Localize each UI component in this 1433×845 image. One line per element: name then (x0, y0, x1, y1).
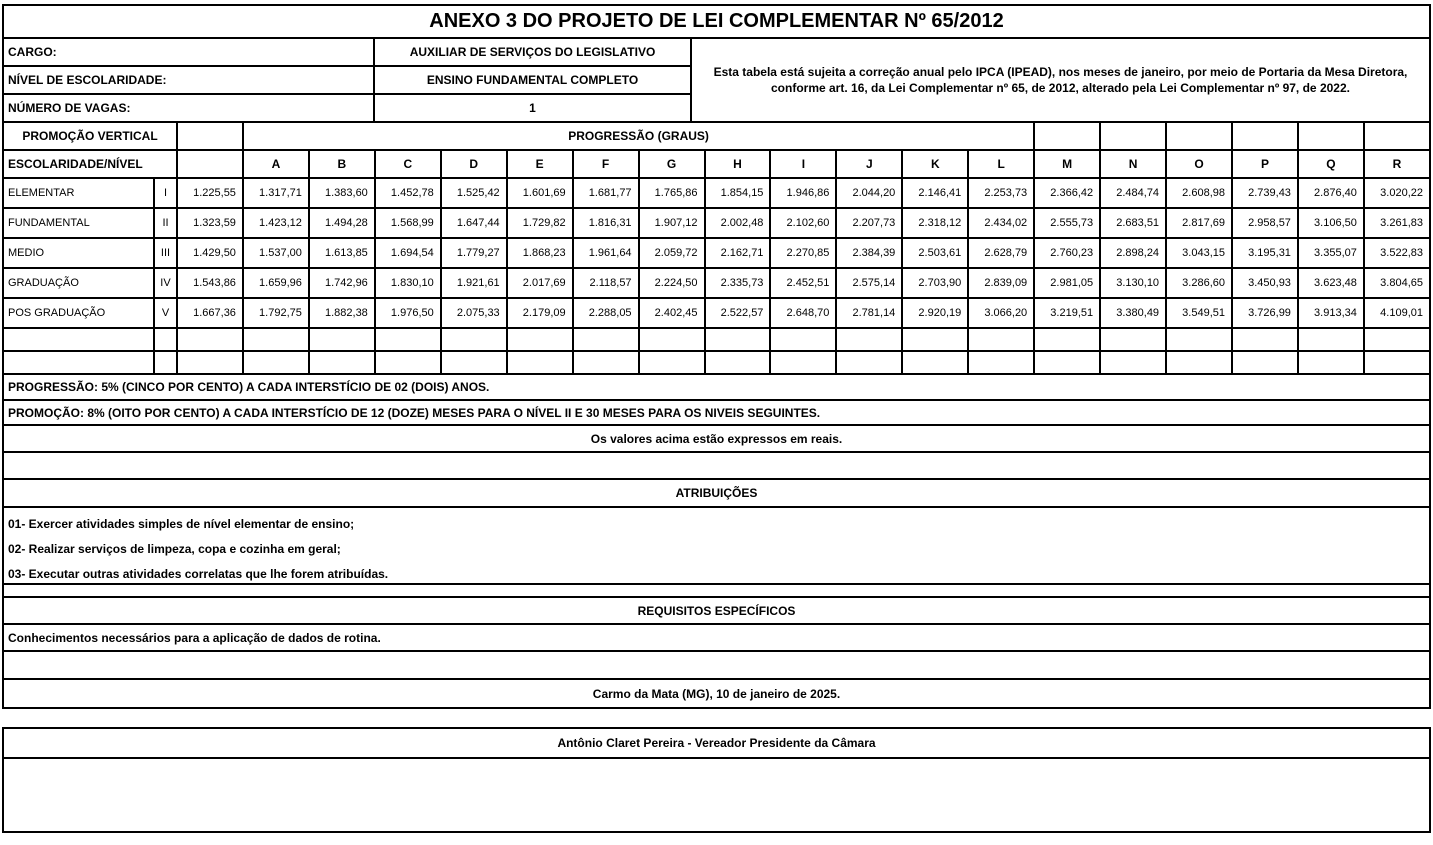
row-level: V (154, 298, 177, 328)
row-level: III (154, 238, 177, 268)
salary-cell: 2.920,19 (902, 298, 968, 328)
salary-cell: 2.683,51 (1100, 208, 1166, 238)
empty-cell (1100, 328, 1166, 351)
blank-header-cell (1298, 122, 1364, 150)
salary-cell: 2.484,74 (1100, 178, 1166, 208)
salary-cell: 2.207,73 (836, 208, 902, 238)
salary-cell: 1.792,75 (243, 298, 309, 328)
page-title: ANEXO 3 DO PROJETO DE LEI COMPLEMENTAR Nº 65/2012 (2, 4, 1431, 39)
empty-cell (902, 328, 968, 351)
empty-cell (705, 328, 771, 351)
salary-cell: 2.739,43 (1232, 178, 1298, 208)
salary-cell: 3.043,15 (1166, 238, 1232, 268)
salary-cell: 1.946,86 (770, 178, 836, 208)
grade-column-header: A (243, 150, 309, 178)
empty-cell (309, 351, 375, 374)
salary-cell: 2.817,69 (1166, 208, 1232, 238)
salary-cell: 2.781,14 (836, 298, 902, 328)
grade-column-header: J (836, 150, 902, 178)
empty-cell (177, 351, 243, 374)
salary-cell: 2.648,70 (770, 298, 836, 328)
signature-name: Antônio Claret Pereira - Vereador Presidente da Câmara (4, 729, 1429, 759)
empty-cell (968, 351, 1034, 374)
blank-header-cell (1232, 122, 1298, 150)
blank-header-cell (1364, 122, 1430, 150)
empty-grid-row (3, 328, 1430, 351)
correction-note: Esta tabela está sujeita a correção anual pelo IPCA (IPEAD), nos meses de janeiro, por meio de Portaria da Mesa Diretora, conforme art. 16, da Lei Complementar nº 65, de 2012, alterado pela Lei Complementar nº 97, de 2022. (691, 38, 1430, 122)
spacer-row (2, 451, 1431, 480)
salary-cell: 2.102,60 (770, 208, 836, 238)
progression-graus-header: PROGRESSÃO (GRAUS) (243, 122, 1034, 150)
grade-column-header: Q (1298, 150, 1364, 178)
escolaridade-value: ENSINO FUNDAMENTAL COMPLETO (374, 66, 691, 94)
salary-cell: 3.913,34 (1298, 298, 1364, 328)
atribuicoes-header: ATRIBUIÇÕES (2, 478, 1431, 508)
salary-cell: 2.002,48 (705, 208, 771, 238)
signature-block (2, 727, 1431, 833)
salary-cell: 2.402,45 (639, 298, 705, 328)
salary-cell: 2.044,20 (836, 178, 902, 208)
salary-cell: 1.681,77 (573, 178, 639, 208)
grade-column-header: O (1166, 150, 1232, 178)
salary-cell: 2.522,57 (705, 298, 771, 328)
empty-cell (639, 328, 705, 351)
salary-cell: 3.219,51 (1034, 298, 1100, 328)
empty-cell (770, 351, 836, 374)
blank-header-cell (1166, 122, 1232, 150)
salary-cell: 1.647,44 (441, 208, 507, 238)
salary-table (2, 121, 1431, 375)
grade-column-header: M (1034, 150, 1100, 178)
empty-cell (375, 351, 441, 374)
salary-cell: 2.162,71 (705, 238, 771, 268)
empty-cell (1034, 328, 1100, 351)
salary-cell: 1.765,86 (639, 178, 705, 208)
salary-cell: 1.976,50 (375, 298, 441, 328)
empty-cell (1034, 351, 1100, 374)
empty-cell (1166, 328, 1232, 351)
salary-row (3, 208, 1430, 238)
empty-cell (836, 351, 902, 374)
progressao-note: PROGRESSÃO: 5% (CINCO POR CENTO) A CADA INTERSTÍCIO DE 02 (DOIS) ANOS. (2, 373, 1431, 401)
salary-cell: 1.742,96 (309, 268, 375, 298)
salary-cell: 1.452,78 (375, 178, 441, 208)
empty-cell (3, 328, 154, 351)
salary-cell: 1.323,59 (177, 208, 243, 238)
salary-cell: 2.179,09 (507, 298, 573, 328)
salary-cell: 1.779,27 (441, 238, 507, 268)
salary-cell: 1.659,96 (243, 268, 309, 298)
salary-cell: 2.146,41 (902, 178, 968, 208)
empty-cell (1232, 328, 1298, 351)
empty-cell (243, 328, 309, 351)
salary-cell: 2.017,69 (507, 268, 573, 298)
salary-cell: 2.366,42 (1034, 178, 1100, 208)
salary-cell: 2.452,51 (770, 268, 836, 298)
info-table (2, 37, 1431, 123)
salary-cell: 2.270,85 (770, 238, 836, 268)
vagas-value: 1 (374, 94, 691, 122)
empty-cell (1298, 328, 1364, 351)
empty-cell (1364, 328, 1430, 351)
salary-row (3, 268, 1430, 298)
salary-cell: 2.575,14 (836, 268, 902, 298)
empty-cell (573, 351, 639, 374)
salary-cell: 2.434,02 (968, 208, 1034, 238)
salary-cell: 3.020,22 (1364, 178, 1430, 208)
salary-cell: 2.335,73 (705, 268, 771, 298)
empty-cell (507, 351, 573, 374)
salary-cell: 2.839,09 (968, 268, 1034, 298)
vagas-label: NÚMERO DE VAGAS: (3, 94, 374, 122)
empty-cell (154, 328, 177, 351)
salary-cell: 1.429,50 (177, 238, 243, 268)
grade-column-header: P (1232, 150, 1298, 178)
salary-cell: 2.703,90 (902, 268, 968, 298)
grade-column-header: I (770, 150, 836, 178)
salary-cell: 1.961,64 (573, 238, 639, 268)
salary-cell: 3.549,51 (1166, 298, 1232, 328)
salary-cell: 2.384,39 (836, 238, 902, 268)
salary-cell: 1.317,71 (243, 178, 309, 208)
salary-cell: 3.380,49 (1100, 298, 1166, 328)
salary-cell: 1.613,85 (309, 238, 375, 268)
blank-header-cell (1034, 122, 1100, 150)
grade-column-header: E (507, 150, 573, 178)
salary-cell: 1.882,38 (309, 298, 375, 328)
salary-cell: 2.898,24 (1100, 238, 1166, 268)
grade-column-header: H (705, 150, 771, 178)
empty-cell (177, 328, 243, 351)
empty-cell (573, 328, 639, 351)
empty-grid-row (3, 351, 1430, 374)
empty-cell (154, 351, 177, 374)
salary-cell: 2.981,05 (1034, 268, 1100, 298)
empty-cell (639, 351, 705, 374)
empty-cell (1100, 351, 1166, 374)
requisitos-text: Conhecimentos necessários para a aplicação de dados de rotina. (2, 623, 1431, 652)
salary-cell: 2.075,33 (441, 298, 507, 328)
salary-cell: 3.450,93 (1232, 268, 1298, 298)
empty-cell (902, 351, 968, 374)
row-label: ELEMENTAR (3, 178, 154, 208)
empty-cell (243, 351, 309, 374)
escolaridade-label: NÍVEL DE ESCOLARIDADE: (3, 66, 374, 94)
empty-cell (507, 328, 573, 351)
salary-cell: 3.195,31 (1232, 238, 1298, 268)
salary-cell: 3.130,10 (1100, 268, 1166, 298)
salary-cell: 2.876,40 (1298, 178, 1364, 208)
row-level: I (154, 178, 177, 208)
info-row-cargo (3, 38, 1430, 66)
grade-column-header: C (375, 150, 441, 178)
valores-note: Os valores acima estão expressos em reais. (2, 424, 1431, 453)
salary-cell: 3.261,83 (1364, 208, 1430, 238)
empty-cell (836, 328, 902, 351)
grade-column-header: D (441, 150, 507, 178)
empty-cell (441, 351, 507, 374)
salary-cell: 2.059,72 (639, 238, 705, 268)
salary-cell: 2.253,73 (968, 178, 1034, 208)
salary-cell: 1.667,36 (177, 298, 243, 328)
grid-header-row-2 (3, 150, 1430, 178)
salary-cell: 3.355,07 (1298, 238, 1364, 268)
salary-cell: 1.921,61 (441, 268, 507, 298)
salary-cell: 2.318,12 (902, 208, 968, 238)
escolaridade-nivel-header: ESCOLARIDADE/NÍVEL (3, 150, 177, 178)
salary-cell: 3.623,48 (1298, 268, 1364, 298)
salary-cell: 2.503,61 (902, 238, 968, 268)
salary-cell: 3.106,50 (1298, 208, 1364, 238)
salary-cell: 1.816,31 (573, 208, 639, 238)
salary-row (3, 298, 1430, 328)
salary-cell: 2.224,50 (639, 268, 705, 298)
salary-cell: 1.568,99 (375, 208, 441, 238)
salary-cell: 1.868,23 (507, 238, 573, 268)
empty-cell (1364, 351, 1430, 374)
cargo-value: AUXILIAR DE SERVIÇOS DO LEGISLATIVO (374, 38, 691, 66)
empty-cell (309, 328, 375, 351)
requisitos-header: REQUISITOS ESPECÍFICOS (2, 596, 1431, 625)
salary-cell: 1.830,10 (375, 268, 441, 298)
row-label: POS GRADUAÇÃO (3, 298, 154, 328)
salary-cell: 3.066,20 (968, 298, 1034, 328)
salary-cell: 3.522,83 (1364, 238, 1430, 268)
grade-column-header: B (309, 150, 375, 178)
salary-cell: 2.118,57 (573, 268, 639, 298)
salary-cell: 1.543,86 (177, 268, 243, 298)
annex-sheet (2, 4, 1431, 709)
salary-cell: 1.601,69 (507, 178, 573, 208)
salary-cell: 2.958,57 (1232, 208, 1298, 238)
salary-cell: 1.423,12 (243, 208, 309, 238)
salary-cell: 3.804,65 (1364, 268, 1430, 298)
atribuicao-item: 03- Executar outras atividades correlatas que lhe forem atribuídas. (8, 567, 389, 581)
atribuicoes-items (2, 506, 1431, 585)
salary-cell: 1.854,15 (705, 178, 771, 208)
atribuicao-item: 01- Exercer atividades simples de nível elementar de ensino; (8, 517, 355, 531)
salary-cell: 1.525,42 (441, 178, 507, 208)
cargo-label: CARGO: (3, 38, 374, 66)
grade-column-header: L (968, 150, 1034, 178)
place-date: Carmo da Mata (MG), 10 de janeiro de 2025. (2, 678, 1431, 709)
blank-header-cell (1100, 122, 1166, 150)
salary-cell: 2.288,05 (573, 298, 639, 328)
empty-cell (1232, 351, 1298, 374)
empty-cell (968, 328, 1034, 351)
salary-cell: 2.555,73 (1034, 208, 1100, 238)
salary-cell: 3.286,60 (1166, 268, 1232, 298)
empty-cell (3, 351, 154, 374)
salary-cell: 1.729,82 (507, 208, 573, 238)
promocao-note: PROMOÇÃO: 8% (OITO POR CENTO) A CADA INTERSTÍCIO DE 12 (DOZE) MESES PARA O NÍVEL II E 30 MESES PARA OS NIVEIS SEGUINTES. (2, 399, 1431, 426)
salary-cell: 3.726,99 (1232, 298, 1298, 328)
salary-cell: 1.225,55 (177, 178, 243, 208)
salary-cell: 4.109,01 (1364, 298, 1430, 328)
salary-row (3, 178, 1430, 208)
salary-cell: 2.628,79 (968, 238, 1034, 268)
salary-cell: 1.694,54 (375, 238, 441, 268)
base-grade-header (177, 150, 243, 178)
grade-column-header: R (1364, 150, 1430, 178)
empty-cell (441, 328, 507, 351)
empty-cell (770, 328, 836, 351)
row-label: MEDIO (3, 238, 154, 268)
row-label: FUNDAMENTAL (3, 208, 154, 238)
empty-cell (375, 328, 441, 351)
salary-cell: 2.760,23 (1034, 238, 1100, 268)
empty-cell (1166, 351, 1232, 374)
grade-column-header: N (1100, 150, 1166, 178)
grade-column-header: F (573, 150, 639, 178)
blank-base-header (177, 122, 243, 150)
atribuicao-item: 02- Realizar serviços de limpeza, copa e cozinha em geral; (8, 542, 341, 556)
grade-column-header: K (902, 150, 968, 178)
grade-column-header: G (639, 150, 705, 178)
empty-cell (705, 351, 771, 374)
empty-cell (1298, 351, 1364, 374)
row-label: GRADUAÇÃO (3, 268, 154, 298)
spacer-row (2, 650, 1431, 680)
grid-header-row-1 (3, 122, 1430, 150)
salary-cell: 2.608,98 (1166, 178, 1232, 208)
salary-cell: 1.494,28 (309, 208, 375, 238)
salary-cell: 1.907,12 (639, 208, 705, 238)
salary-row (3, 238, 1430, 268)
salary-cell: 1.537,00 (243, 238, 309, 268)
row-level: IV (154, 268, 177, 298)
row-level: II (154, 208, 177, 238)
salary-cell: 1.383,60 (309, 178, 375, 208)
promo-vertical-header: PROMOÇÃO VERTICAL (3, 122, 177, 150)
